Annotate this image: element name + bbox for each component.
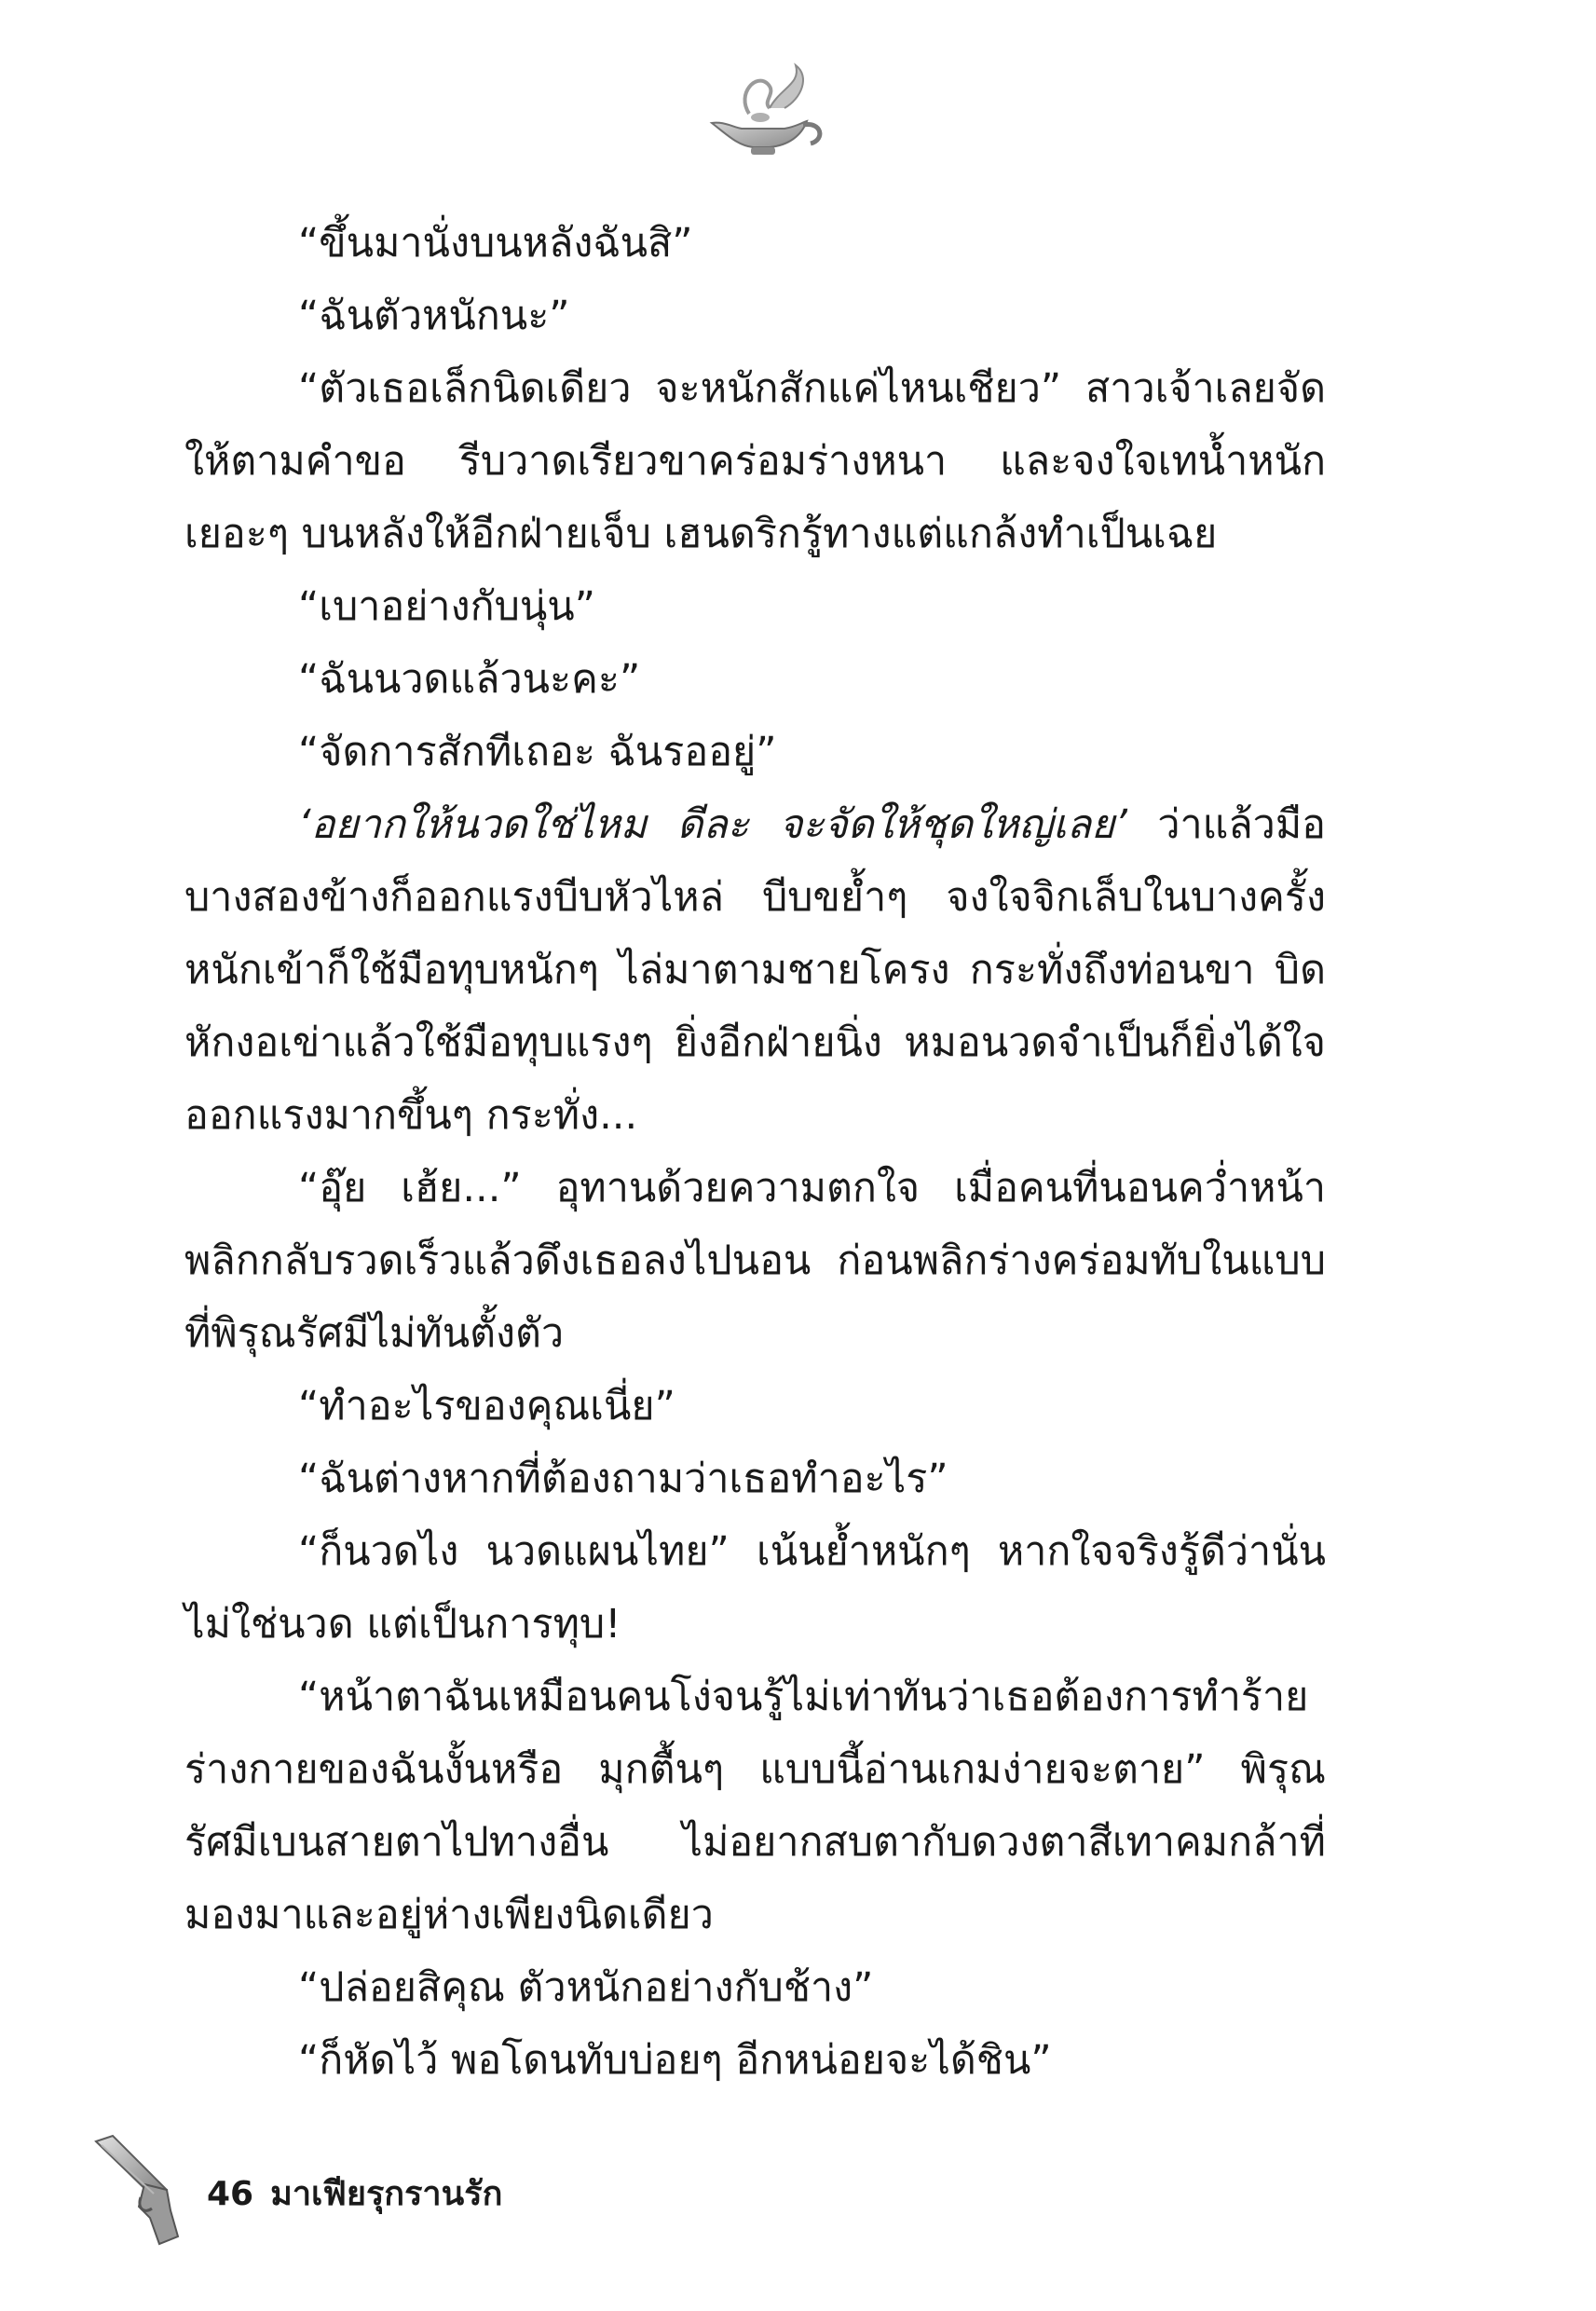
page-body-text: [184, 207, 1326, 2097]
paragraph: “จัดการสักทีเถอะ ฉันรออยู่”: [298, 729, 777, 775]
paragraph: “ปล่อยสิคุณ ตัวหนักอย่างกับช้าง”: [298, 1964, 874, 2011]
paragraph: “ฉันนวดแล้วนะคะ”: [298, 656, 641, 703]
paragraph: “ก็นวดไง นวดแผนไทย” เน้นย้ำหนักๆ หากใจจริงรู้ดีว่านั่นไม่ใช่นวด แต่เป็นการทุบ!: [184, 1528, 1326, 1648]
page-number: 46: [207, 2175, 254, 2213]
paragraph: “เบาอย่างกับนุ่น”: [298, 583, 595, 630]
paragraph: “หน้าตาฉันเหมือนคนโง่จนรู้ไม่เท่าทันว่าเธอต้องการทำร้ายร่างกายของฉันงั้นหรือ มุกตื้นๆ แบบนี้อ่านเกมง่ายจะตาย” พิรุณรัศมีเบนสายตาไปทางอื่น ไม่อยากสบตากับดวงตาสีเทาคมกล้าที่มองมาและอยู่ห่างเพียงนิดเดียว: [184, 1674, 1326, 1938]
paragraph-text: ว่าแล้วมือบางสองข้างก็ออกแรงบีบหัวไหล่ บีบขย้ำๆ จงใจจิกเล็บในบางครั้ง หนักเข้าก็ใช้มือทุบหนักๆ ไล่มาตามชายโครง กระทั่งถึงท่อนขา บิดหักงอเข่าแล้วใช้มือทุบแรงๆ ยิ่งอีกฝ่ายนิ่ง หมอนวดจำเป็นก็ยิ่งได้ใจ ออกแรงมากขึ้นๆ กระทั่ง...: [184, 801, 1326, 1139]
page-footer: [207, 2171, 502, 2218]
pistol-icon: [89, 2132, 191, 2249]
paragraph: “ขึ้นมานั่งบนหลังฉันสิ”: [298, 220, 693, 267]
paragraph: [184, 788, 1326, 1152]
paragraph: “อุ๊ย เฮ้ย...” อุทานด้วยความตกใจ เมื่อคนที่นอนคว่ำหน้าพลิกกลับรวดเร็วแล้วดึงเธอลงไปนอน ก่อนพลิกร่างคร่อมทับในแบบที่พิรุณรัศมีไม่ทันตั้งตัว: [184, 1165, 1326, 1357]
book-title: มาเฟียรุกรานรัก: [270, 2175, 503, 2213]
paragraph: “ทำอะไรของคุณเนี่ย”: [298, 1383, 675, 1429]
paragraph: “ตัวเธอเล็กนิดเดียว จะหนักสักแค่ไหนเชียว” สาวเจ้าเลยจัดให้ตามคำขอ รีบวาดเรียวขาคร่อมร่างหนา และจงใจเทน้ำหนักเยอะๆ บนหลังให้อีกฝ่ายเจ็บ เฮนดริกรู้ทางแต่แกล้งทำเป็นเฉย: [184, 365, 1326, 557]
genie-lamp-icon: [691, 56, 831, 158]
paragraph: “ก็หัดไว้ พอโดนทับบ่อยๆ อีกหน่อยจะได้ชิน”: [298, 2037, 1052, 2084]
paragraph: “ฉันตัวหนักนะ”: [298, 293, 570, 339]
italic-thought: ‘อยากให้นวดใช่ไหม ดีละ จะจัดให้ชุดใหญ่เลย’: [298, 801, 1127, 848]
paragraph: “ฉันต่างหากที่ต้องถามว่าเธอทำอะไร”: [298, 1456, 948, 1502]
